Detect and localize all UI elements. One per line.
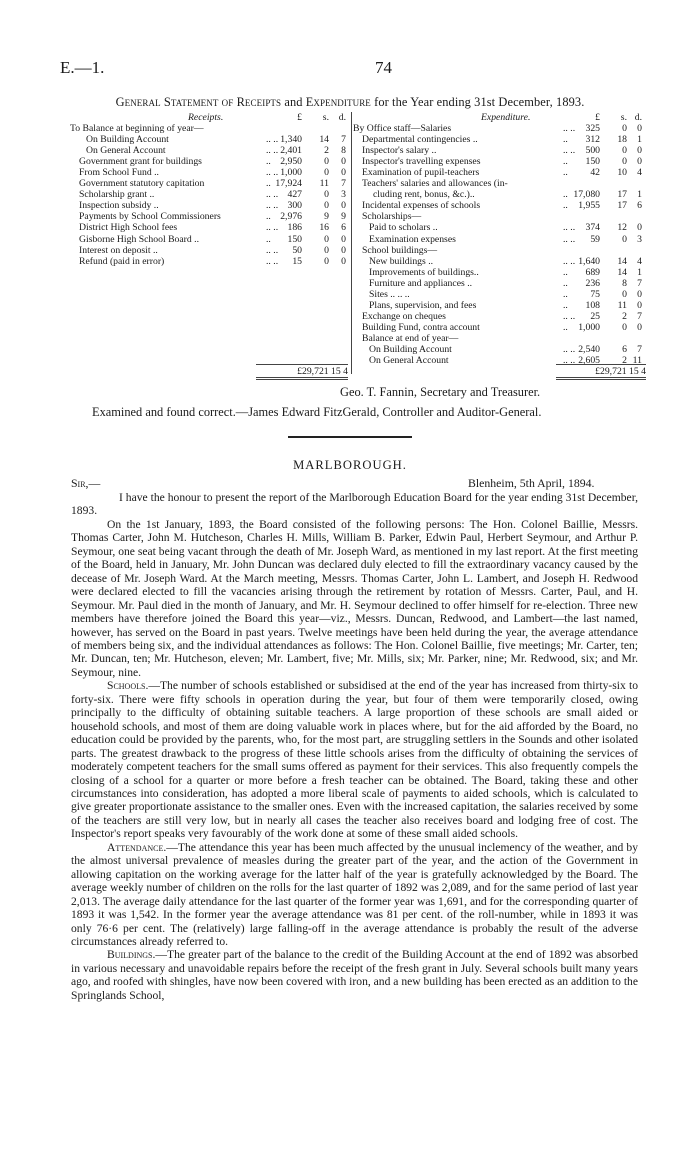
title-year: for the Year ending 31st December, 1893. bbox=[370, 95, 585, 109]
paragraph-heading: Schools. bbox=[107, 679, 149, 693]
row-label: District High School fees bbox=[79, 222, 178, 234]
row-pounds: 2,401 bbox=[280, 145, 302, 157]
row-pounds: 150 bbox=[585, 156, 600, 168]
row-shillings: 18 bbox=[617, 134, 627, 146]
auditor-line bbox=[92, 405, 541, 420]
row-shillings: 0 bbox=[622, 321, 627, 333]
row-pounds: 427 bbox=[287, 189, 302, 201]
row-label: On Building Account bbox=[86, 134, 169, 146]
row-pounds: 25 bbox=[590, 310, 600, 322]
row-pounds: 1,000 bbox=[578, 321, 600, 333]
receipts-column bbox=[70, 112, 349, 267]
row-pounds: 2,950 bbox=[280, 156, 302, 168]
row-label: Payments by School Commissioners bbox=[79, 211, 221, 223]
row-leader-dots: .. .. bbox=[563, 233, 576, 245]
row-label: Refund (paid in error) bbox=[79, 255, 165, 267]
row-leader-dots: .. bbox=[266, 156, 271, 168]
row-label: On General Account bbox=[86, 145, 166, 157]
table-row bbox=[70, 200, 349, 211]
table-row bbox=[353, 344, 646, 355]
paragraph-text: —The attendance this year has been much affected by the unusual inclemency of the weather, and by the almost universal prevalence of measles during the greater part of the year, and the action of the Government in allowing capitation on the working average for the latter half of the year is gratefully acknowledged by the Board. The average weekly number of children on the rolls for the last quarter of 1892 was 2,089, and for the same period of last year 2,013. The average daily attendance for the last quarter of the former year was 1,691, and for the corresponding quarter of 1893 it was 1,542. In the former year the average attendance was 81 per cent. of the roll-number, while in 1893 it was only 76·6 per cent. The (relatively) large falling-off in the average attendance is probably the result of the adverse circumstances already referred to. bbox=[71, 840, 638, 948]
row-label: School buildings— bbox=[362, 244, 438, 256]
row-label: Inspector's salary .. bbox=[362, 145, 437, 157]
receipts-heading: Receipts. bbox=[188, 112, 224, 123]
row-pounds: 236 bbox=[585, 277, 600, 289]
row-pence: 1 bbox=[637, 189, 642, 201]
table-row bbox=[353, 189, 646, 200]
row-label: cluding rent, bonus, &c.).. bbox=[373, 189, 475, 201]
row-label: Inspection subsidy .. bbox=[79, 200, 159, 212]
row-pence: 9 bbox=[341, 211, 346, 223]
table-row bbox=[353, 200, 646, 211]
unit-shillings: s. bbox=[322, 112, 329, 123]
row-leader-dots: .. bbox=[563, 288, 568, 300]
table-row bbox=[353, 311, 646, 322]
section-rule bbox=[288, 436, 412, 438]
row-leader-dots: .. bbox=[563, 167, 568, 179]
row-shillings: 17 bbox=[617, 200, 627, 212]
row-shillings: 0 bbox=[324, 255, 329, 267]
row-pence: 7 bbox=[341, 134, 346, 146]
row-leader-dots: .. .. bbox=[266, 200, 279, 212]
row-leader-dots: .. bbox=[563, 299, 568, 311]
paragraph-heading: Buildings. bbox=[107, 948, 156, 962]
row-pence: 11 bbox=[632, 355, 642, 367]
row-pence: 0 bbox=[637, 288, 642, 300]
report-paragraph bbox=[71, 679, 638, 840]
row-pence: 7 bbox=[341, 178, 346, 190]
row-shillings: 0 bbox=[622, 156, 627, 168]
row-label: Paid to scholars .. bbox=[369, 222, 438, 234]
row-pounds: 1,000 bbox=[280, 167, 302, 179]
report-reference: E.—1. bbox=[60, 58, 105, 77]
row-leader-dots: .. .. bbox=[563, 222, 576, 234]
examined-text: Examined and found correct.—James Edward FitzGerald, Controller and Auditor-General. bbox=[92, 405, 542, 419]
row-shillings: 14 bbox=[617, 255, 627, 267]
row-pence: 0 bbox=[637, 145, 642, 157]
unit-shillings: s. bbox=[620, 112, 627, 123]
row-leader-dots: .. bbox=[563, 156, 568, 168]
row-pounds: 1,340 bbox=[280, 134, 302, 146]
row-shillings: 0 bbox=[324, 244, 329, 256]
row-pounds: 108 bbox=[585, 299, 600, 311]
row-shillings: 0 bbox=[324, 156, 329, 168]
row-shillings: 0 bbox=[324, 200, 329, 212]
row-pence: 0 bbox=[341, 255, 346, 267]
report-paragraph bbox=[71, 518, 638, 679]
row-pence: 3 bbox=[637, 233, 642, 245]
title-and: and bbox=[281, 95, 306, 109]
unit-pounds: £ bbox=[297, 112, 302, 123]
page-number: 74 bbox=[375, 58, 392, 77]
row-leader-dots: .. bbox=[563, 277, 568, 289]
row-label: Interest on deposit .. bbox=[79, 244, 158, 256]
table-row bbox=[353, 145, 646, 156]
row-shillings: 0 bbox=[324, 233, 329, 245]
row-shillings: 0 bbox=[622, 288, 627, 300]
row-leader-dots: .. bbox=[266, 233, 271, 245]
table-row bbox=[353, 256, 646, 267]
table-row bbox=[70, 178, 349, 189]
row-pence: 0 bbox=[637, 156, 642, 168]
expenditure-total: £29,721 15 4 bbox=[556, 364, 646, 380]
report-paragraph bbox=[71, 841, 638, 949]
table-row bbox=[353, 278, 646, 289]
paragraph-text: —The greater part of the balance to the credit of the Building Account at the end of 1892 was absorbed in various necessary and unavoidable repairs before the receipt of the fresh grant in July. Several schools built many years ago, and roofed with shingles, have now been covered with iron, and a new building has been erected as an addition to the Springlands School, bbox=[71, 948, 638, 1002]
row-pence: 6 bbox=[341, 222, 346, 234]
row-pounds: 59 bbox=[590, 233, 600, 245]
row-shillings: 14 bbox=[617, 266, 627, 278]
row-shillings: 8 bbox=[622, 277, 627, 289]
row-pounds: 2,540 bbox=[578, 343, 600, 355]
unit-pounds: £ bbox=[595, 112, 600, 123]
row-pence: 4 bbox=[637, 167, 642, 179]
place-date: Blenheim, 5th April, 1894. bbox=[468, 476, 595, 490]
row-label: Furniture and appliances .. bbox=[369, 277, 473, 289]
row-pence: 0 bbox=[637, 321, 642, 333]
table-row bbox=[353, 245, 646, 256]
row-label: Plans, supervision, and fees bbox=[369, 299, 477, 311]
row-shillings: 10 bbox=[617, 167, 627, 179]
table-row bbox=[353, 289, 646, 300]
row-shillings: 17 bbox=[617, 189, 627, 201]
row-shillings: 11 bbox=[319, 178, 329, 190]
table-row bbox=[353, 134, 646, 145]
row-label: Improvements of buildings.. bbox=[369, 266, 479, 278]
paragraph-text: —The number of schools established or subsidised at the end of the year has increased from thirty-six to forty-six. There were fifty schools in operation during the year, but four of them were temporarily closed, owing principally to the difficulty of obtaining suitable teachers. A large proportion of these schools are small aided or household schools, and most of them are doing valuable work in places where, but for the aid afforded by the Board, no education could be provided by the parents, who, for the most part, are struggling settlers in the Sounds and other isolated parts. The greatest drawback to the progress of these little schools arises from the difficulty of obtaining the services of moderately competent teachers for the small sums offered as payment for their services. This also frequently compels the closing of a school for a quarter or more before a fresh teacher can be obtained. The Board, taking these and other circumstances into consideration, has adopted a more liberal scale of payments to aided schools, which is calculated to give greater proportionate assistance to the smaller ones. Even with the increased capitation, the salaries received by some of the teachers are still very low, but in nearly all cases the teacher also receives board and lodging free of cost. The Inspector's report speaks very favourably of the work done at some of these small aided schools. bbox=[71, 679, 638, 841]
row-shillings: 16 bbox=[319, 222, 329, 234]
row-label: Departmental contingencies .. bbox=[362, 134, 478, 146]
row-label: Incidental expenses of schools bbox=[362, 200, 481, 212]
row-pounds: 17,080 bbox=[573, 189, 600, 201]
row-leader-dots: .. .. bbox=[266, 134, 279, 146]
row-label: Government grant for buildings bbox=[79, 156, 202, 168]
row-label: On General Account bbox=[369, 355, 449, 367]
table-row bbox=[353, 267, 646, 278]
report-body bbox=[71, 491, 638, 1002]
table-row bbox=[353, 222, 646, 233]
row-label: Building Fund, contra account bbox=[362, 321, 480, 333]
table-row bbox=[70, 167, 349, 178]
row-leader-dots: .. .. bbox=[266, 145, 279, 157]
row-shillings: 0 bbox=[324, 189, 329, 201]
row-label: From School Fund .. bbox=[79, 167, 159, 179]
column-divider bbox=[351, 112, 352, 374]
row-pence: 7 bbox=[637, 310, 642, 322]
table-heading-row bbox=[353, 112, 646, 123]
row-pence: 1 bbox=[637, 134, 642, 146]
table-row bbox=[70, 156, 349, 167]
row-leader-dots: .. bbox=[563, 189, 568, 201]
row-pounds: 300 bbox=[287, 200, 302, 212]
row-leader-dots: .. .. bbox=[266, 222, 279, 234]
row-label: Gisborne High School Board .. bbox=[79, 233, 200, 245]
table-row bbox=[70, 234, 349, 245]
table-row bbox=[353, 178, 646, 189]
table-row bbox=[353, 300, 646, 311]
title-expenditure: Expenditure bbox=[305, 95, 371, 109]
row-pence: 7 bbox=[637, 277, 642, 289]
paragraph-text: On the 1st January, 1893, the Board consisted of the following persons: The Hon. Colonel Baillie, Messrs. Thomas Carter, John M. Hutcheson, Charles H. Mills, William B. Parker, Edwin Paul, Herbert Seymour, and Arthur P. Seymour, one seat being vacant through the death of Mr. Joseph Ward, as mentioned in my last report. At the first meeting of the Board, held in January, Mr. John Duncan was declared duly elected to fill the extraordinary vacancy caused by the decease of Mr. Joseph Ward. At the March meeting, Messrs. Thomas Carter, John L. Lambert, and Joseph H. Redwood were declared elected to fill the vacancies arising through the retirement by rotation of Messrs. Carter, Paul, and H. Seymour. Mr. Paul died in the month of January, and Mr. H. Seymour declined to offer himself for re-election. Three new members have therefore joined the Board this year—viz., Messrs. Duncan, Redwood, and Lambert—the last named, however, has served on the Board in past years. Twelve meetings have been held during the year, the average attendance of members being six, and the individual attendances as follows: The Hon. Colonel Baillie, five meetings; Mr. Carter, ten; Mr. Duncan, ten; Mr. Hutcheson, eleven; Mr. Lambert, five; Mr. Mills, six; Mr. Parker, nine; Mr. Redwood, six; and Mr. Seymour, nine. bbox=[71, 517, 638, 679]
table-row bbox=[353, 322, 646, 333]
row-pence: 0 bbox=[637, 123, 642, 135]
row-pounds: 75 bbox=[590, 288, 600, 300]
row-shillings: 0 bbox=[622, 123, 627, 135]
unit-pence: d. bbox=[338, 112, 346, 123]
row-label: Examination expenses bbox=[369, 233, 456, 245]
row-pence: 4 bbox=[637, 255, 642, 267]
signature-text: Geo. T. Fannin, Secretary and Treasurer. bbox=[340, 385, 541, 399]
row-pence: 0 bbox=[341, 156, 346, 168]
treasurer-signature bbox=[340, 385, 540, 400]
row-pence: 0 bbox=[341, 233, 346, 245]
row-label: Scholarships— bbox=[362, 211, 422, 223]
expenditure-heading: Expenditure. bbox=[481, 112, 531, 123]
row-label: Teachers' salaries and allowances (in- bbox=[362, 178, 508, 190]
row-pounds: 150 bbox=[287, 233, 302, 245]
row-pence: 3 bbox=[341, 189, 346, 201]
row-label: Exchange on cheques bbox=[362, 310, 446, 322]
row-pounds: 15 bbox=[292, 255, 302, 267]
report-paragraph bbox=[71, 948, 638, 1002]
unit-pence: d. bbox=[634, 112, 642, 123]
row-label: Sites .. .. .. bbox=[369, 288, 410, 300]
row-leader-dots: .. .. bbox=[266, 255, 279, 267]
row-pounds: 186 bbox=[287, 222, 302, 234]
row-shillings: 6 bbox=[622, 343, 627, 355]
table-row bbox=[70, 189, 349, 200]
row-pounds: 2,605 bbox=[578, 355, 600, 367]
table-row bbox=[353, 333, 646, 344]
row-leader-dots: .. .. bbox=[266, 244, 279, 256]
row-label: Examination of pupil-teachers bbox=[362, 167, 480, 179]
row-pounds: 500 bbox=[585, 145, 600, 157]
row-shillings: 14 bbox=[319, 134, 329, 146]
paragraph-text: I have the honour to present the report of the Marlborough Education Board for the year ending 31st December, 1893. bbox=[71, 491, 638, 518]
salutation-text: Sir,— bbox=[71, 476, 101, 490]
table-row bbox=[353, 123, 646, 134]
table-row bbox=[70, 222, 349, 233]
row-leader-dots: .. .. bbox=[266, 189, 279, 201]
row-leader-dots: .. bbox=[266, 211, 271, 223]
row-pounds: 2,976 bbox=[280, 211, 302, 223]
row-label: New buildings .. bbox=[369, 255, 434, 267]
table-row bbox=[70, 134, 349, 145]
row-pence: 0 bbox=[341, 200, 346, 212]
row-shillings: 0 bbox=[622, 145, 627, 157]
row-pounds: 50 bbox=[292, 244, 302, 256]
expenditure-column bbox=[353, 112, 646, 366]
row-shillings: 9 bbox=[324, 211, 329, 223]
row-label: By Office staff—Salaries bbox=[353, 123, 452, 135]
row-shillings: 12 bbox=[617, 222, 627, 234]
row-leader-dots: .. bbox=[563, 321, 568, 333]
salutation bbox=[71, 476, 100, 491]
row-label: To Balance at beginning of year— bbox=[70, 123, 204, 135]
row-label: Scholarship grant .. bbox=[79, 189, 155, 201]
row-leader-dots: .. .. bbox=[563, 310, 576, 322]
row-pence: 0 bbox=[341, 167, 346, 179]
row-label: Government statutory capitation bbox=[79, 178, 205, 190]
statement-title bbox=[60, 95, 640, 110]
table-row bbox=[70, 145, 349, 156]
row-shillings: 11 bbox=[617, 299, 627, 311]
row-pounds: 325 bbox=[585, 123, 600, 135]
table-row bbox=[70, 123, 349, 134]
row-leader-dots: .. bbox=[563, 200, 568, 212]
row-pence: 0 bbox=[637, 299, 642, 311]
row-leader-dots: .. .. bbox=[563, 355, 576, 367]
row-label: Inspector's travelling expenses bbox=[362, 156, 481, 168]
paragraph-heading: Attendance. bbox=[107, 840, 167, 854]
row-pounds: 42 bbox=[590, 167, 600, 179]
row-pounds: 689 bbox=[585, 266, 600, 278]
table-row bbox=[353, 234, 646, 245]
row-leader-dots: .. .. bbox=[266, 167, 279, 179]
row-pence: 8 bbox=[341, 145, 346, 157]
row-pounds: 312 bbox=[585, 134, 600, 146]
row-pence: 0 bbox=[637, 222, 642, 234]
row-pence: 0 bbox=[341, 244, 346, 256]
title-receipts: General Statement of Receipts bbox=[115, 95, 282, 109]
table-row bbox=[353, 167, 646, 178]
row-leader-dots: .. bbox=[563, 134, 568, 146]
table-row bbox=[70, 245, 349, 256]
table-heading-row bbox=[70, 112, 349, 123]
row-pence: 7 bbox=[637, 343, 642, 355]
row-shillings: 0 bbox=[622, 233, 627, 245]
row-pounds: 1,955 bbox=[578, 200, 600, 212]
row-leader-dots: .. bbox=[563, 266, 568, 278]
table-row bbox=[353, 211, 646, 222]
row-shillings: 2 bbox=[324, 145, 329, 157]
row-pounds: 17,924 bbox=[275, 178, 302, 190]
row-leader-dots: .. .. bbox=[563, 123, 576, 135]
row-pence: 6 bbox=[637, 200, 642, 212]
row-label: Balance at end of year— bbox=[362, 332, 459, 344]
row-pounds: 1,640 bbox=[578, 255, 600, 267]
table-row bbox=[70, 211, 349, 222]
row-shillings: 2 bbox=[622, 355, 627, 367]
row-leader-dots: .. bbox=[266, 178, 271, 190]
row-pence: 1 bbox=[637, 266, 642, 278]
row-leader-dots: .. .. bbox=[563, 255, 576, 267]
row-leader-dots: .. .. bbox=[563, 145, 576, 157]
table-row bbox=[353, 156, 646, 167]
row-shillings: 0 bbox=[324, 167, 329, 179]
row-pounds: 374 bbox=[585, 222, 600, 234]
row-label: On Building Account bbox=[369, 343, 452, 355]
table-row bbox=[70, 256, 349, 267]
report-paragraph bbox=[71, 491, 638, 518]
page-header bbox=[60, 58, 640, 80]
section-title: MARLBOROUGH. bbox=[293, 458, 407, 472]
row-leader-dots: .. .. bbox=[563, 343, 576, 355]
receipts-total: £29,721 15 4 bbox=[256, 364, 348, 380]
row-shillings: 2 bbox=[622, 310, 627, 322]
